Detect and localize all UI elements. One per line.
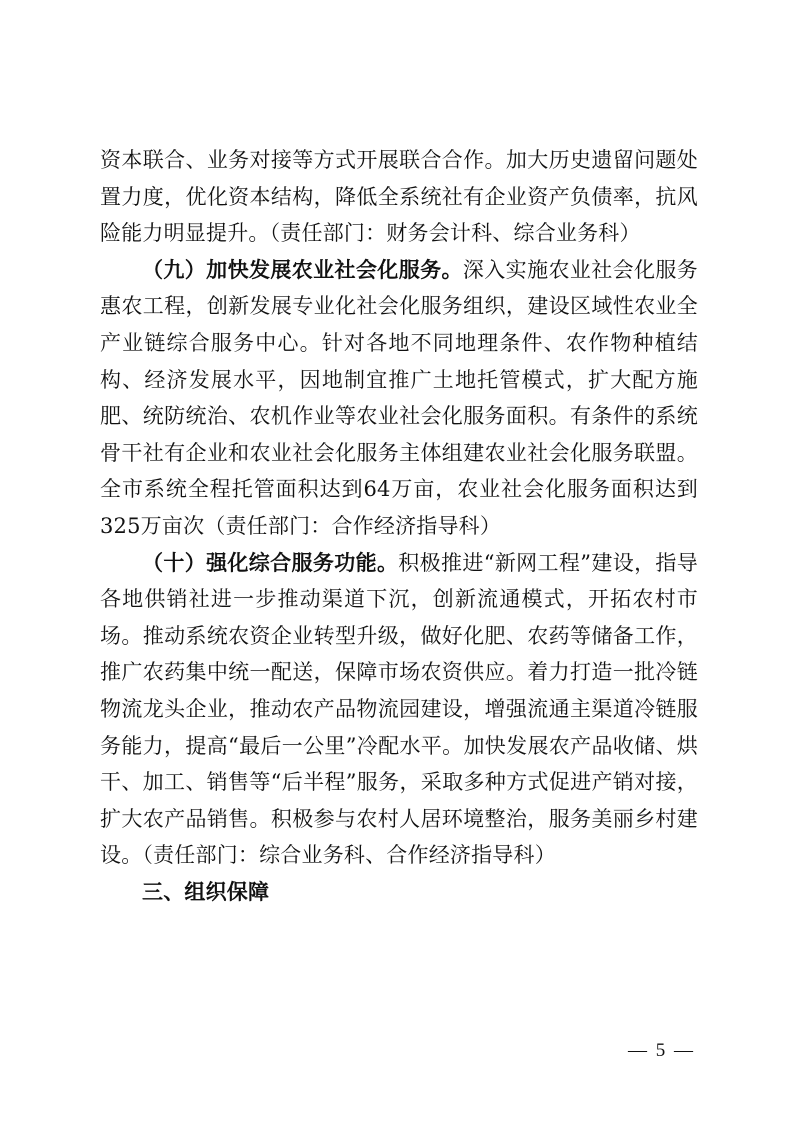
paragraph-item-nine — [100, 252, 698, 545]
paragraph-item-ten — [100, 545, 698, 874]
paragraph-continuation — [100, 142, 698, 252]
page-number: — 5 — — [628, 1040, 695, 1061]
item-nine-text: 深入实施农业社会化服务惠农工程，创新发展专业化社会化服务组织，建设区域性农业全产业链综合服务中心。针对各地不同地理条件、农作物种植结构、经济发展水平，因地制宜推广土地托管模式，扩大配方施肥、统防统治、农机作业等农业社会化服务面积。有条件的系统骨干社有企业和农业社会化服务主体组建农业社会化服务联盟。全市系统全程托管面积达到64万亩，农业社会化服务面积达到325万亩次（责任部门：合作经济指导科） — [100, 257, 699, 538]
paragraph-text: 资本联合、业务对接等方式开展联合合作。加大历史遗留问题处置力度，优化资本结构，降低全系统社有企业资产负债率，抗风险能力明显提升。（责任部门：财务会计科、综合业务科） — [100, 148, 698, 246]
item-nine-heading: （九）加快发展农业社会化服务。 — [142, 256, 463, 282]
document-body — [100, 142, 698, 910]
item-ten-text: 积极推进“新网工程”建设，指导各地供销社进一步推动渠道下沉，创新流通模式，开拓农村市场。推动系统农资企业转型升级，做好化肥、农药等储备工作，推广农药集中统一配送，保障市场农资供应。着力打造一批冷链物流龙头企业，推动农产品物流园建设，增强流通主渠道冷链服务能力，提高“最后一公里”冷配水平。加快发展农产品收储、烘干、加工、销售等“后半程”服务，采取多种方式促进产销对接，扩大农产品销售。积极参与农村人居环境整治，服务美丽乡村建设。（责任部门：综合业务科、合作经济指导科） — [100, 550, 698, 868]
item-ten-heading: （十）强化综合服务功能。 — [142, 549, 399, 575]
section-heading-organization: 三、组织保障 — [142, 879, 270, 904]
